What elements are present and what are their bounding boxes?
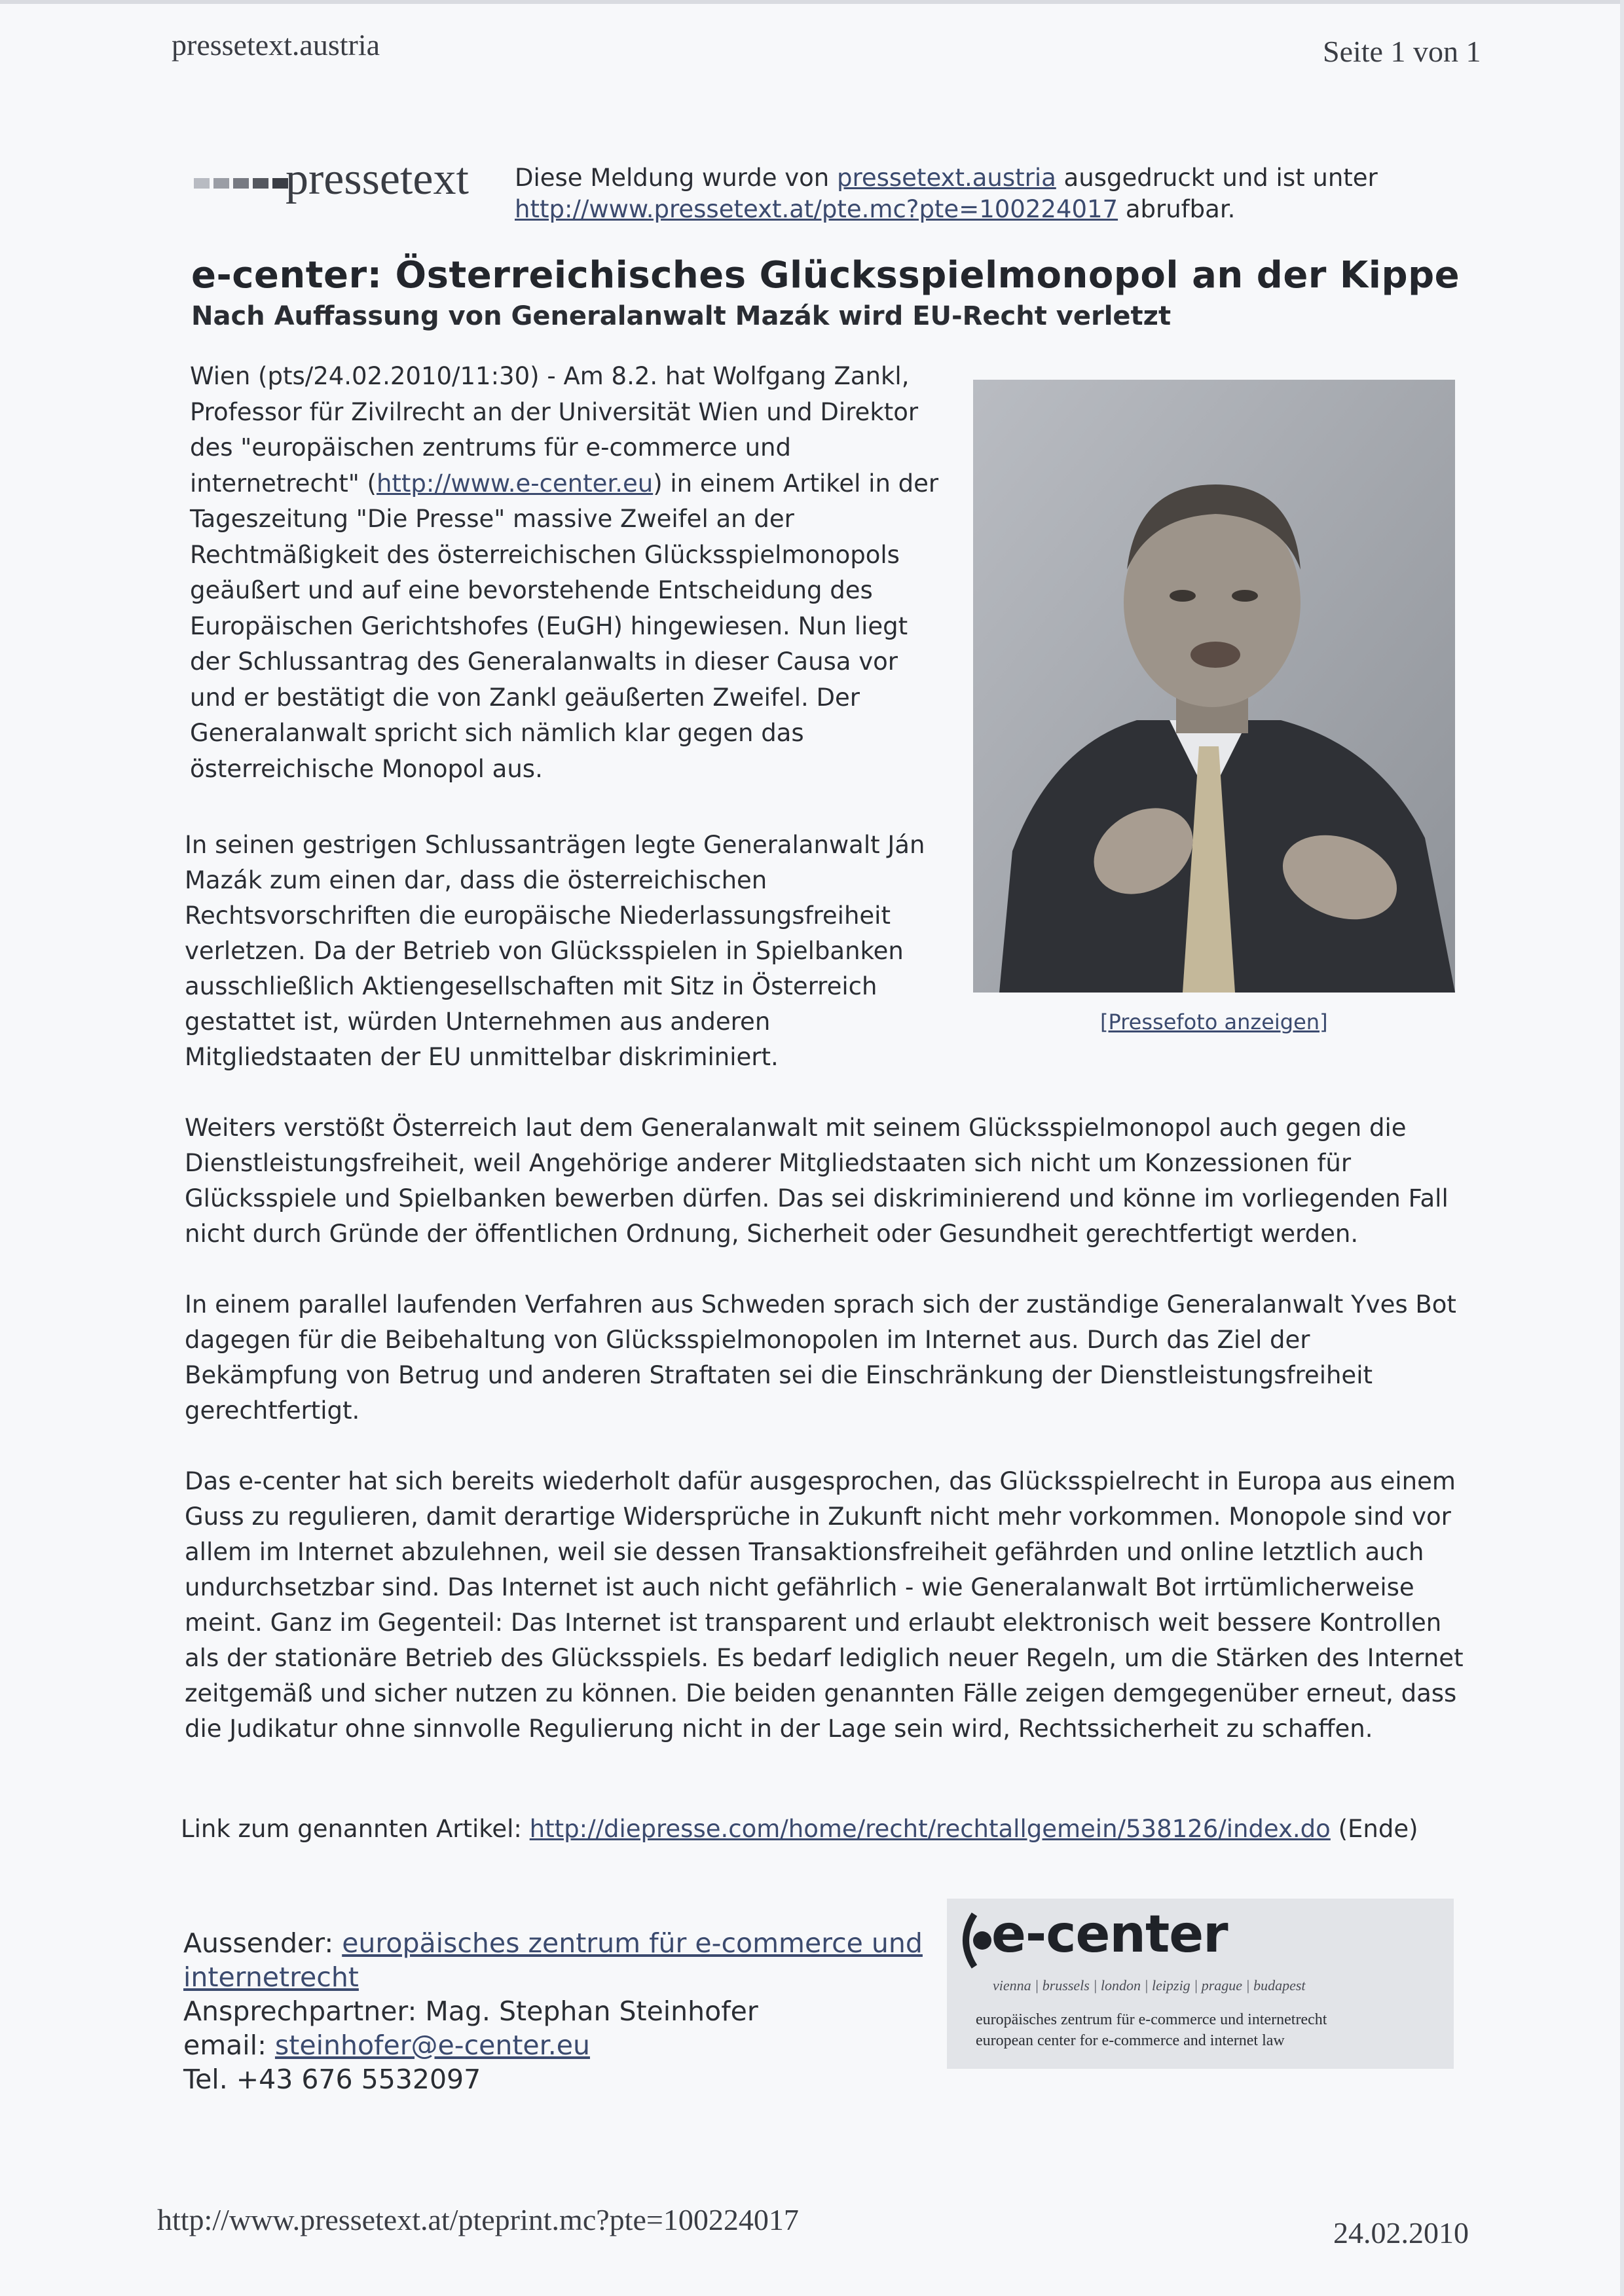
paragraph-1-b: ) in einem Artikel in der Tageszeitung "Die Presse" massive Zweifel an der Rechtmäßigkeit des österreichischen Glücksspielmonopols geäußert und auf eine bevorstehende Entscheidung des Europäischen Gerichtshofes (EuGH) hingewiesen. Nun liegt der Schlussantrag des Generalanwalts in dieser Causa vor und er bestätigt die von Zankl geäußerten Zweifel. Der Generalanwalt spricht sich nämlich klar gegen das österreichische Monopol aus. [190,469,939,783]
article-link-line [181,1815,1418,1843]
scan-edge-right [1620,0,1624,2296]
article-link-end: (Ende) [1330,1815,1418,1843]
paragraph-5: Das e-center hat sich bereits wiederholt dafür ausgesprochen, das Glücksspielrecht in Europa aus einem Guss zu regulieren, damit derartige Widersprüche in Zukunft nicht mehr vorkommen. Monopole sind vor allem im Internet abzulehnen, weil sie dessen Transaktionsfreiheit gefährden und online letztlich auch undurchsetzbar sind. Das Internet ist auch nicht gefährlich - wie Generalanwalt Bot irrtümlicherweise meint. Ganz im Gegenteil: Das Internet ist transparent und erlaubt elektronisch weit bessere Kontrollen als der stationäre Betrieb des Glücksspiels. Es bedarf lediglich neuer Regeln, um die Stärken des Internet zeitgemäß und sicher nutzen zu können. Die beiden genannten Fälle zeigen demgegenüber erneut, dass die Judikatur ohne sinnvolle Regulierung nicht in der Lage sein wird, Rechtssicherheit zu schaffen. [185,1467,1464,1743]
article-link-label: Link zum genannten Artikel: [181,1815,530,1843]
contact-person: Ansprechpartner: Mag. Stephan Steinhofer [183,1995,758,2027]
press-photo [973,380,1455,993]
contact-block [183,1926,943,2096]
sender-line [183,1926,943,1994]
sender-label: Aussender: [183,1927,342,1959]
e-center-logo-box [947,1899,1454,2069]
print-header-right: Seite 1 von 1 [1323,35,1481,68]
source-note-suffix: abrufbar. [1118,195,1236,223]
logo-text: pressetext [286,154,469,204]
e-center-cities: vienna | brussels | london | leipzig | prague | budapest [993,1977,1306,1994]
article-url-link[interactable]: http://www.pressetext.at/pte.mc?pte=100224017 [515,195,1118,223]
paragraph-2: In seinen gestrigen Schlussanträgen legte Generalanwalt Ján Mazák zum einen dar, dass die österreichischen Rechtsvorschriften die europäische Niederlassungsfreiheit verletzen. Da der Betrieb von Glücksspielen in Spielbanken ausschließlich Aktiengesellschaften mit Sitz in Österreich gestattet ist, würden Unternehmen aus anderen Mitgliedstaaten der EU unmittelbar diskriminiert. [185,831,925,1071]
paragraph-1-a: Wien (pts/24.02.2010/11:30) - Am 8.2. hat Wolfgang Zankl, Professor für Zivilrecht an der Universität Wien und Direktor des "europäischen zentrums für e-commerce und internetrecht" ( [190,362,919,498]
subheadline: Nach Auffassung von Generalanwalt Mazák wird EU-Recht verletzt [191,301,1172,331]
source-note-middle: ausgedruckt und ist unter [1056,164,1378,192]
email-link[interactable]: steinhofer@e-center.eu [274,2030,590,2061]
diepresse-link[interactable]: http://diepresse.com/home/recht/rechtallgemein/538126/index.do [529,1815,1331,1843]
source-note [515,162,1431,225]
phone-line: Tel. +43 676 5532097 [183,2064,481,2095]
press-photo-link[interactable]: [Pressefoto anzeigen] [1100,1010,1328,1034]
e-center-link[interactable]: http://www.e-center.eu [376,469,654,498]
sender-link[interactable]: europäisches zentrum für e-commerce und internetrecht [183,1927,923,1993]
e-center-logo-name: e-center [991,1905,1228,1964]
headline: e-center: Österreichisches Glücksspielmonopol an der Kippe [191,254,1460,297]
source-link[interactable]: pressetext.austria [836,164,1056,192]
email-label: email: [183,2030,275,2061]
print-header-left: pressetext.austria [172,28,380,62]
paragraph-4: In einem parallel laufenden Verfahren aus Schweden sprach sich der zuständige Generalanwalt Yves Bot dagegen für die Beibehaltung von Glücksspielmonopolen im Internet aus. Durch das Ziel der Bekämpfung von Betrug und anderen Straftaten sei die Einschränkung der Dienstleistungsfreiheit gerechtfertigt. [185,1290,1456,1425]
print-footer-date: 24.02.2010 [1333,2216,1469,2250]
e-center-logo-mark-icon [955,1912,993,1972]
scan-edge-top [0,0,1624,4]
press-photo-image [973,380,1455,993]
source-note-prefix: Diese Meldung wurde von [515,164,837,192]
pressetext-logo [194,154,489,204]
paragraph-3: Weiters verstößt Österreich laut dem Generalanwalt mit seinem Glücksspielmonopol auch gegen die Dienstleistungsfreiheit, weil Angehörige anderer Mitgliedstaaten sich nicht um Konzessionen für Glücksspiele und Spielbanken bewerben dürfen. Das sei diskriminierend und könne im vorliegenden Fall nicht durch Gründe der öffentlichen Ordnung, Sicherheit oder Gesundheit gerechtfertigt werden. [185,1114,1449,1248]
paragraph-1 [190,359,943,787]
print-footer-url: http://www.pressetext.at/pteprint.mc?pte=100224017 [157,2203,799,2236]
e-center-line-en: european center for e-commerce and internet law [976,2032,1285,2049]
email-line [183,2028,943,2062]
e-center-line-de: europäisches zentrum für e-commerce und internetrecht [976,2011,1327,2028]
